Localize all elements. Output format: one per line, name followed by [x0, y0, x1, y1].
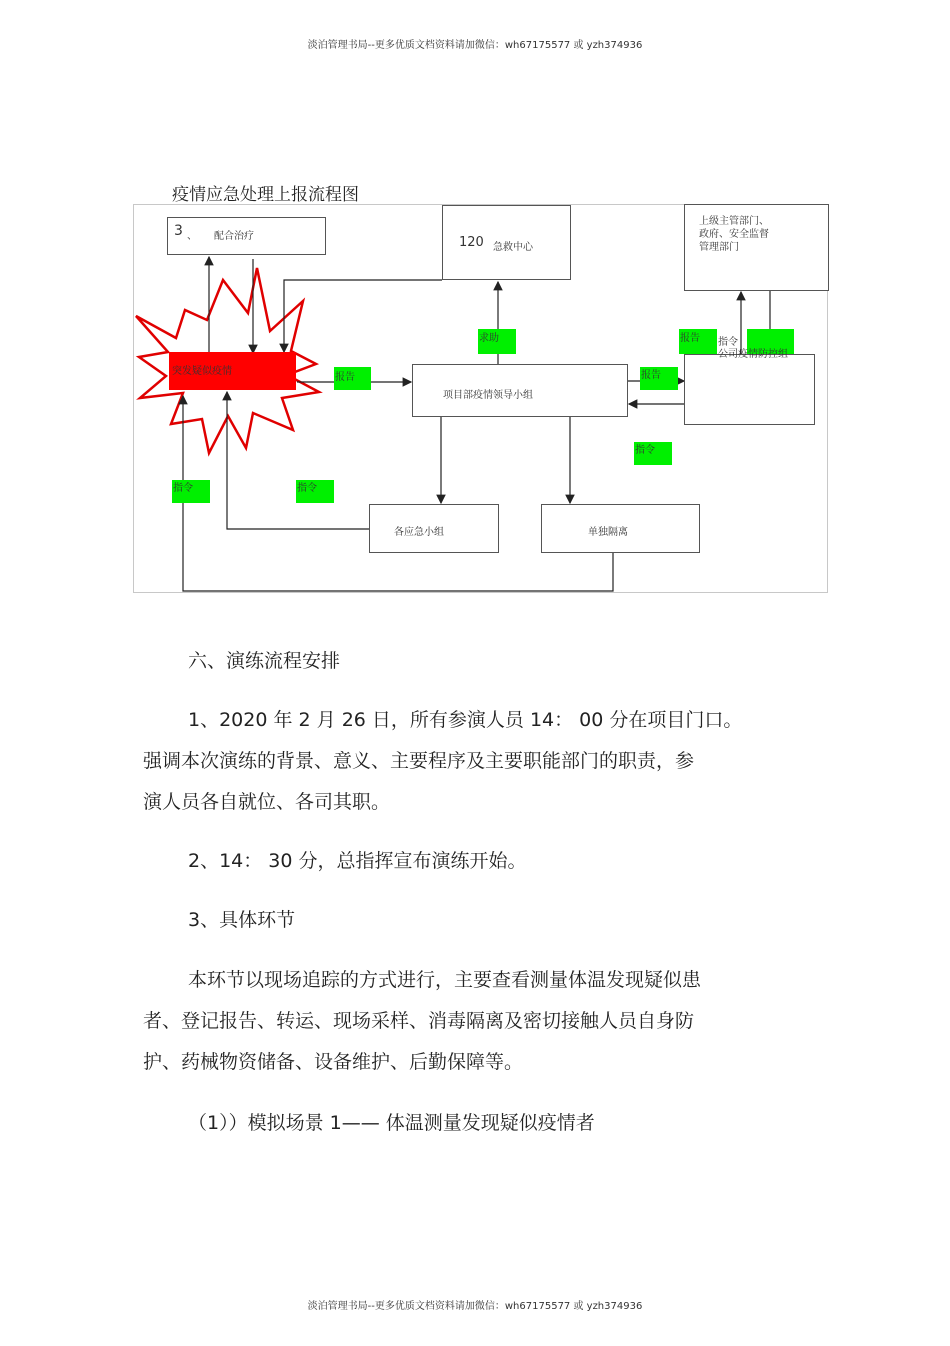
- section-heading: 六、演练流程安排: [188, 650, 341, 672]
- company-control-label: 公司疫情防控组: [718, 349, 788, 360]
- treatment-label: 配合治疗: [214, 231, 254, 242]
- treatment-separator: 、: [187, 231, 197, 242]
- tag-help: 求助: [478, 329, 516, 354]
- treatment-box: [167, 217, 326, 255]
- tag-report-right: 报告: [640, 367, 678, 390]
- emergency-center-number: 120: [459, 235, 484, 250]
- item2: 2、14： 30 分，总指挥宣布演练开始。: [188, 850, 527, 872]
- emergency-groups-box: [369, 504, 499, 553]
- page-footer: 淡泊管理书局--更多优质文档资料请加微信：wh67175577 或 yzh374936: [307, 1301, 643, 1312]
- superior-line-3: 管理部门: [699, 242, 739, 253]
- tag-command-left: 指令: [172, 480, 210, 503]
- superior-line-2: 政府、安全监督: [699, 229, 769, 240]
- item1-line-2: 强调本次演练的背景、意义、主要程序及主要职能部门的职责，参: [143, 750, 695, 772]
- emergency-center-box: [442, 205, 571, 280]
- page-header: 淡泊管理书局--更多优质文档资料请加微信：wh67175577 或 yzh374936: [307, 40, 643, 51]
- emergency-event-label: 突发疑似疫情: [172, 366, 232, 377]
- emergency-center-label: 急救中心: [493, 242, 533, 253]
- tag-report-upper: 报告: [679, 329, 717, 354]
- emergency-groups-label: 各应急小组: [394, 527, 444, 538]
- emergency-event-box: [169, 352, 296, 390]
- paragraph-line-1: 本环节以现场追踪的方式进行，主要查看测量体温发现疑似患: [188, 969, 702, 991]
- tag-report-left: 报告: [334, 367, 371, 390]
- leader-group-box: [412, 364, 628, 417]
- superior-line-1: 上级主管部门、: [699, 216, 769, 227]
- item3: 3、具体环节: [188, 909, 296, 931]
- item1-line-3: 演人员各自就位、各司其职。: [143, 791, 391, 813]
- tag-command-mid: 指令: [634, 442, 672, 465]
- tag-command-center: 指令: [296, 480, 334, 503]
- leader-group-label: 项目部疫情领导小组: [443, 390, 533, 401]
- isolation-label: 单独隔离: [588, 527, 628, 538]
- superior-departments-box: [684, 204, 829, 291]
- company-control-box: [684, 354, 815, 425]
- treatment-number: 3: [174, 223, 183, 239]
- item1-line-1: 1、2020 年 2 月 26 日，所有参演人员 14： 00 分在项目门口。: [188, 709, 743, 731]
- paragraph-line-2: 者、登记报告、转运、现场采样、消毒隔离及密切接触人员自身防: [143, 1010, 695, 1032]
- isolation-box: [541, 504, 700, 553]
- command-upper-label: 指令: [718, 337, 738, 348]
- diagram-title: 疫情应急处理上报流程图: [172, 185, 359, 205]
- scenario-heading: （1））模拟场景 1—— 体温测量发现疑似疫情者: [188, 1112, 595, 1134]
- paragraph-line-3: 护、药械物资储备、设备维护、后勤保障等。: [143, 1051, 524, 1073]
